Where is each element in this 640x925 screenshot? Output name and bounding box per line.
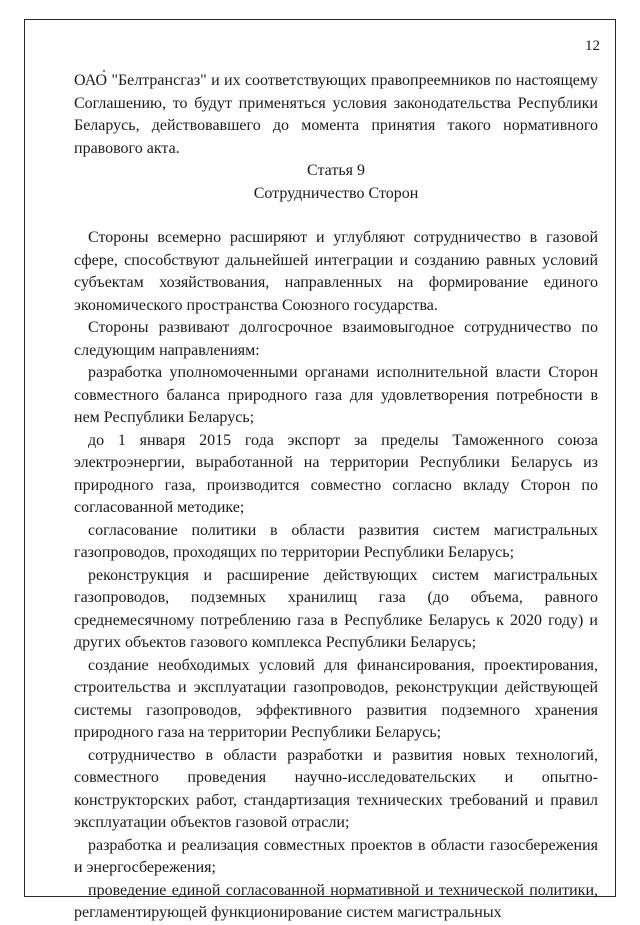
document-body [74, 70, 598, 925]
page-number: 12 [585, 38, 600, 54]
paragraph: Стороны развивают долгосрочное взаимовыгодное сотрудничество по следующим направлениям: [74, 319, 598, 359]
list-item: разработка и реализация совместных проектов в области газосбережения и энергосбережения; [74, 836, 598, 876]
article-title: Сотрудничество Сторон [253, 184, 419, 202]
list-item: реконструкция и расширение действующих систем магистральных газопроводов, подземных хранилищ газа (до объема, равного среднемесячному потреблению газа в Республике Беларусь к 2020 году) и других объектов газового комплекса Республики Беларусь; [74, 566, 598, 651]
list-item: создание необходимых условий для финансирования, проектирования, строительства и эксплуатации газопроводов, реконструкции действующей системы газопроводов, эффективного развития подземного хранения природного газа на территории Республики Беларусь; [74, 656, 598, 741]
list-item: сотрудничество в области разработки и развития новых технологий, совместного проведения научно-исследовательских и опытно-конструкторских работ, стандартизация технических требований и правил эксплуатации объектов газовой отрасли; [74, 746, 598, 831]
list-item: согласование политики в области развития систем магистральных газопроводов, проходящих по территории Республики Беларусь; [74, 521, 598, 561]
list-item: до 1 января 2015 года экспорт за пределы Таможенного союза электроэнергии, выработанной на территории Республики Беларусь из природного газа, производится совместно согласно вкладу Сторон по согласованной методике; [74, 431, 598, 516]
article-number: Статья 9 [307, 162, 365, 179]
spacer [74, 205, 598, 227]
intro-paragraph: ОАО "Белтрансгаз" и их соответствующих правопреемников по настоящему Соглашению, то будут применяться условия законодательства Республики Беларусь, действовавшего до момента принятия такого нормативного правового акта. [74, 72, 598, 157]
list-item: разработка уполномоченными органами исполнительной власти Сторон совместного баланса природного газа для удовлетворения потребности в нем Республики Беларусь; [74, 364, 598, 426]
paragraph: Стороны всемерно расширяют и углубляют сотрудничество в газовой сфере, способствуют дальнейшей интеграции и созданию равных условий субъектам хозяйствования, направленных на формирование единого экономического пространства Союзного государства. [74, 229, 598, 314]
list-item: проведение единой согласованной нормативной и технической политики, регламентирующей функционирование систем магистральных [74, 881, 598, 921]
